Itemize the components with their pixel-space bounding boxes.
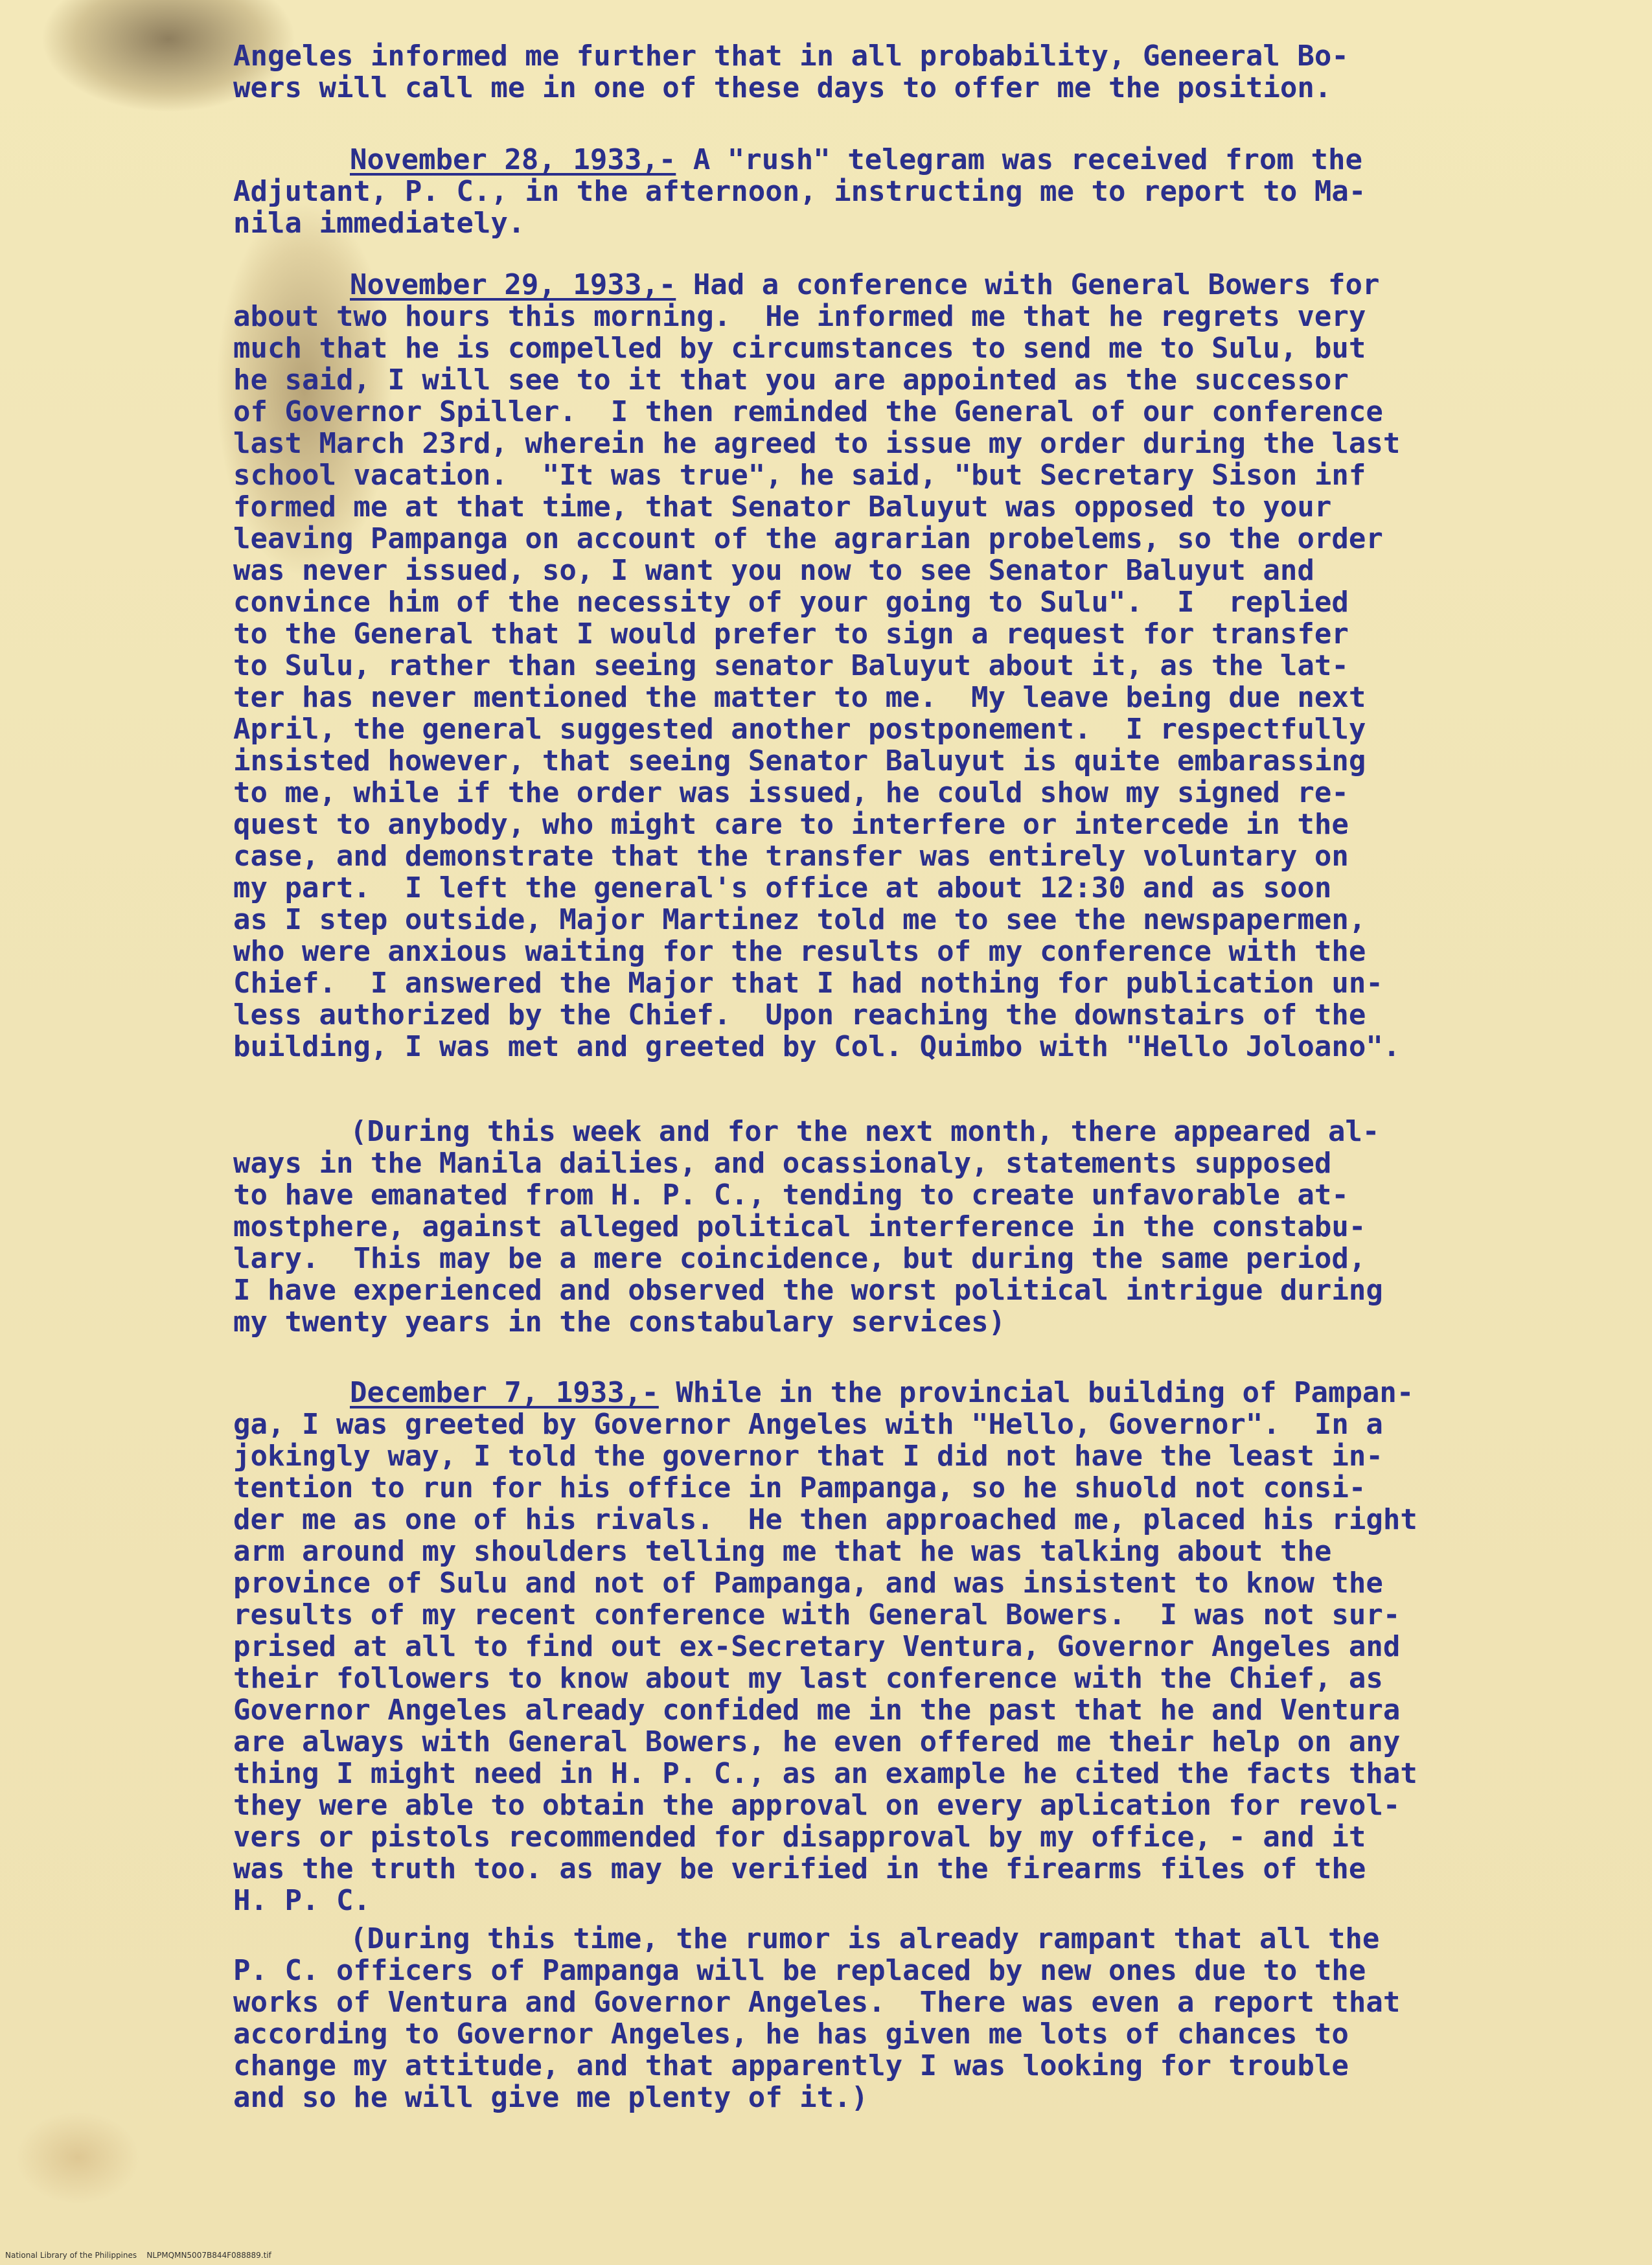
text-line: to Sulu, rather than seeing senator Baluyut about it, as the lat- — [233, 649, 1349, 682]
text-line: Governor Angeles already confided me in the past that he and Ventura — [233, 1694, 1401, 1727]
text-line: Adjutant, P. C., in the afternoon, instructing me to report to Ma- — [233, 175, 1366, 208]
text-line: H. P. C. — [233, 1884, 371, 1917]
text-line: my twenty years in the constabulary services) — [233, 1305, 1006, 1339]
archive-footer: National Library of the Philippines NLPMQMN5007B844F088889.tif — [5, 2251, 271, 2260]
text-line: convince him of the necessity of your going to Sulu". I replied — [233, 586, 1349, 619]
entry-first-line — [233, 1377, 1587, 1408]
text-line: province of Sulu and not of Pampanga, and was insistent to know the — [233, 1567, 1383, 1600]
entry-nov-29 — [233, 269, 1587, 1063]
text-line: results of my recent conference with General Bowers. I was not sur- — [233, 1598, 1401, 1631]
entry-first-line — [233, 269, 1587, 301]
entry-first-line — [233, 144, 1587, 176]
text-line: and so he will give me plenty of it.) — [233, 2081, 869, 2114]
text-line: to have emanated from H. P. C., tending to create unfavorable at- — [233, 1178, 1349, 1212]
text-line: mostphere, against alleged political interference in the constabu- — [233, 1210, 1366, 1243]
entry-nov-28 — [233, 144, 1587, 239]
paragraph-parenthetical-2 — [233, 1923, 1587, 2113]
text-line: last March 23rd, wherein he agreed to issue my order during the last — [233, 427, 1401, 460]
text-line: thing I might need in H. P. C., as an example he cited the facts that — [233, 1757, 1417, 1790]
text-line: ga, I was greeted by Governor Angeles with "Hello, Governor". In a — [233, 1408, 1383, 1441]
text-line: less authorized by the Chief. Upon reaching the downstairs of the — [233, 998, 1366, 1031]
text-line: who were anxious waiting for the results of my conference with the — [233, 935, 1366, 968]
entry-date: November 28, 1933,- — [350, 143, 676, 176]
text-line: he said, I will see to it that you are appointed as the successor — [233, 363, 1349, 397]
entry-dec-7 — [233, 1377, 1587, 1916]
text-line: vers or pistols recommended for disapproval by my office, - and it — [233, 1821, 1366, 1854]
text-line: was never issued, so, I want you now to see Senator Baluyut and — [233, 554, 1314, 587]
text-line: quest to anybody, who might care to interfere or intercede in the — [233, 808, 1349, 841]
text-line: was the truth too. as may be verified in the firearms files of the — [233, 1852, 1366, 1885]
text-line: (During this time, the rumor is already rampant that all the — [350, 1922, 1380, 1955]
entry-text: A "rush" telegram was received from the — [676, 143, 1362, 176]
text-line: building, I was met and greeted by Col. Quimbo with "Hello Joloano". — [233, 1030, 1401, 1063]
entry-text: While in the provincial building of Pampan- — [658, 1376, 1414, 1409]
entry-text: Had a conference with General Bowers for — [676, 268, 1380, 301]
text-line: Angeles informed me further that in all probability, Geneeral Bo- — [233, 40, 1349, 73]
text-line: I have experienced and observed the worst political intrigue during — [233, 1274, 1383, 1307]
text-line: to me, while if the order was issued, he could show my signed re- — [233, 776, 1349, 809]
text-line: my part. I left the general's office at about 12:30 and as soon — [233, 871, 1332, 904]
text-line: ways in the Manila dailies, and ocassionaly, statements supposed — [233, 1147, 1332, 1180]
text-line: ter has never mentioned the matter to me. My leave being due next — [233, 681, 1366, 714]
text-line: jokingly way, I told the governor that I did not have the least in- — [233, 1440, 1383, 1473]
text-line: P. C. officers of Pampanga will be replaced by new ones due to the — [233, 1954, 1366, 1987]
text-line: arm around my shoulders telling me that he was talking about the — [233, 1535, 1332, 1568]
text-line: change my attitude, and that apparently I was looking for trouble — [233, 2049, 1349, 2082]
text-line: to the General that I would prefer to sign a request for transfer — [233, 617, 1349, 650]
text-line: (During this week and for the next month, there appeared al- — [350, 1115, 1380, 1148]
text-line: Chief. I answered the Major that I had nothing for publication un- — [233, 967, 1383, 1000]
entry-date: November 29, 1933,- — [350, 268, 676, 301]
text-line: insisted however, that seeing Senator Baluyut is quite embarassing — [233, 744, 1366, 777]
text-line: tention to run for his office in Pampanga, so he shuold not consi- — [233, 1471, 1366, 1504]
paragraph-parenthetical-1 — [233, 1116, 1587, 1338]
text-line: as I step outside, Major Martinez told me to see the newspapermen, — [233, 903, 1366, 936]
text-line: nila immediately. — [233, 207, 525, 240]
text-line: case, and demonstrate that the transfer was entirely voluntary on — [233, 840, 1349, 873]
text-line: much that he is compelled by circumstances to send me to Sulu, but — [233, 332, 1366, 365]
text-line: leaving Pampanga on account of the agrarian probelems, so the order — [233, 522, 1383, 555]
text-line: works of Ventura and Governor Angeles. There was even a report that — [233, 1986, 1401, 2019]
paragraph-1 — [233, 40, 1587, 104]
text-line: der me as one of his rivals. He then approached me, placed his right — [233, 1503, 1417, 1536]
entry-date: December 7, 1933,- — [350, 1376, 659, 1409]
text-line: school vacation. "It was true", he said, "but Secretary Sison inf — [233, 459, 1366, 492]
text-line: April, the general suggested another postponement. I respectfully — [233, 713, 1366, 746]
text-line: are always with General Bowers, he even offered me their help on any — [233, 1725, 1401, 1758]
text-line: lary. This may be a mere coincidence, but during the same period, — [233, 1242, 1366, 1275]
text-line: prised at all to find out ex-Secretary Ventura, Governor Angeles and — [233, 1630, 1401, 1663]
text-line: formed me at that time, that Senator Baluyut was opposed to your — [233, 490, 1332, 523]
text-line: according to Governor Angeles, he has given me lots of chances to — [233, 2018, 1349, 2051]
text-line: about two hours this morning. He informed me that he regrets very — [233, 300, 1366, 333]
text-line: their followers to know about my last conference with the Chief, as — [233, 1662, 1383, 1695]
text-line: of Governor Spiller. I then reminded the General of our conference — [233, 395, 1383, 428]
text-line: wers will call me in one of these days to offer me the position. — [233, 71, 1332, 104]
text-line: they were able to obtain the approval on every aplication for revol- — [233, 1789, 1401, 1822]
